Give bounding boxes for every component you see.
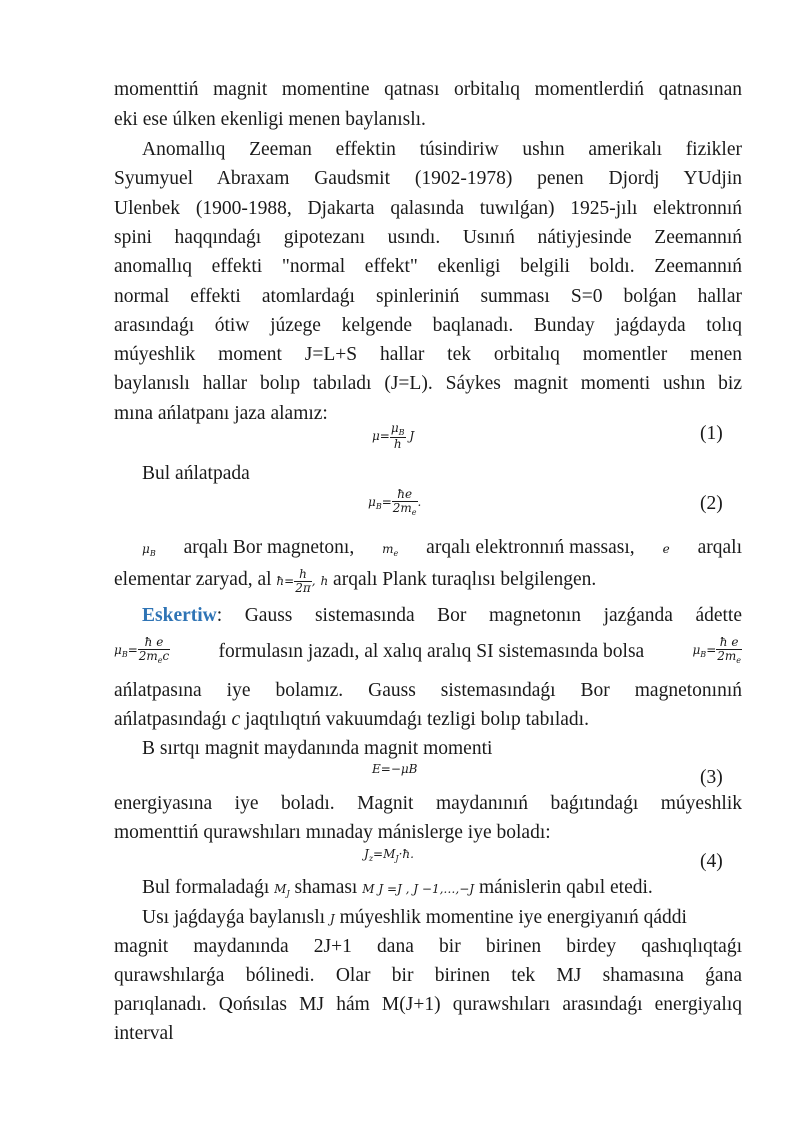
- text-span: elementar zaryad, al: [114, 569, 272, 590]
- paragraph-line: parıqlanadı. Qońsılas MJ hám M(J+1) qurawshıları arasındaǵı energiyalıq: [114, 994, 742, 1015]
- text-span: arqalı: [697, 537, 742, 558]
- paragraph-line: [142, 536, 742, 566]
- paragraph-line: [142, 876, 742, 906]
- text-span: mánislerin qabıl etedi.: [478, 877, 653, 898]
- paragraph-line: B sırtqı magnit maydanında magnit momenti: [142, 738, 493, 759]
- equation-3: E=−μB: [372, 762, 418, 776]
- equation-number: (2): [700, 493, 723, 514]
- text-span: formulasın jazadı, al xalıq aralıq SI sistemasında bolsa: [218, 640, 645, 662]
- paragraph-line: [114, 636, 742, 667]
- paragraph-line: spini haqqındaǵı gipotezanı usındı. Usınıń nátiyjesinde Zeemannıń: [114, 227, 742, 248]
- paragraph-line: magnit maydanında 2J+1 dana bir birinen birdey qashıqlıqtaǵı: [114, 936, 742, 957]
- e-symbol: e: [662, 542, 670, 556]
- text-span: Bul formaladaǵı: [142, 877, 270, 898]
- paragraph-line: mına ańlatpanı jaza alamız:: [114, 403, 328, 424]
- paragraph-line: [114, 708, 742, 732]
- hbar-definition: ħ= $\frac{h}{2\pi}$ ,: [276, 567, 316, 595]
- text-span: múyeshlik momentine iye energiyanıń qáddi: [339, 907, 687, 928]
- paragraph-line: momenttiń magnit momentine qatnası orbitalıq momentlerdiń qatnasınan: [114, 79, 742, 100]
- note-label: Eskertiw: [142, 605, 217, 626]
- equation-1: μ= $\frac{\mu_B}{h}$ J: [372, 421, 415, 452]
- c-symbol: c: [231, 709, 241, 730]
- paragraph-line: ańlatpasına iye bolamız. Gauss sistemasındaǵı Bor magnetonınıń: [114, 680, 742, 701]
- equation-2: $\mu_B=$ $\frac{ħe}{2m_e}$ .: [368, 487, 422, 517]
- h-symbol: h: [320, 574, 329, 588]
- paragraph-line: baylanıslı hallar bolıp tabıladı (J=L). Sáykes magnit momenti ushın biz: [114, 373, 742, 394]
- paragraph-line: Syumyuel Abraxam Gaudsmit (1902-1978) penen Djordj YUdjin: [114, 168, 742, 189]
- equation-number: (1): [700, 423, 723, 444]
- si-bor-formula: $\mu_B=$ $\frac{\text{ħ e}}{2m_e}$: [692, 635, 741, 665]
- paragraph-line: anomallıq effekti "normal effekt" ekenligi belgili boldı. Zeemannıń: [114, 256, 742, 277]
- equation-4: $J_z=M_J\cdot ħ$.: [364, 847, 414, 863]
- text-span: arqalı Bor magnetonı,: [183, 537, 355, 558]
- paragraph-line: energiyasına iye boladı. Magnit maydanınıń baǵıtındaǵı múyeshlik: [114, 793, 742, 814]
- mu-b-symbol: $\mu_B$: [142, 542, 156, 558]
- gauss-bor-formula: $\mu_B=$ $\frac{\text{ħ e}}{2m_ec}$: [114, 635, 170, 665]
- paragraph-line: normal effekti atomlardaǵı spinleriniń summası S=0 bolǵan hallar: [114, 286, 742, 307]
- paragraph-line: qurawshılarǵa bólinedi. Olar bir birinen tek MJ shamasına ǵana: [114, 965, 742, 986]
- paragraph-line: eki ese úlken ekenligi menen baylanıslı.: [114, 109, 426, 130]
- paragraph-line: momenttiń qurawshıları mınaday mánislerge iye boladı:: [114, 822, 551, 843]
- text-span: ańlatpasındaǵı: [114, 709, 227, 730]
- paragraph-line: [142, 604, 742, 628]
- text-span: arqalı Plank turaqlısı belgilengen.: [333, 569, 597, 590]
- text-span: shaması: [294, 877, 358, 898]
- text-span: jaqtılıqtıń vakuumdaǵı tezligi bolıp tabıladı.: [245, 709, 589, 730]
- m-e-symbol: $m_e$: [382, 542, 399, 558]
- mj-symbol: $M_J$: [274, 882, 290, 898]
- paragraph-line: Bul ańlatpada: [142, 463, 250, 484]
- paragraph-line: Ulenbek (1900-1988, Djakarta qalasında tuwılǵan) 1925-jılı elektronnıń: [114, 198, 742, 219]
- mj-values: M J =J , J −1,…,−J: [362, 882, 475, 896]
- text-span: arqalı elektronnıń massası,: [426, 537, 635, 558]
- text-span: : Gauss sistemasında Bor magnetonın jazǵanda ádette: [216, 605, 742, 626]
- paragraph-line: múyeshlik moment J=L+S hallar tek orbitalıq momentler menen: [114, 344, 742, 365]
- paragraph-line: arasındaǵı ótiw júzege kelgende baqlanadı. Bunday jaǵdayda tolıq: [114, 315, 742, 336]
- paragraph-line: [142, 906, 742, 931]
- equation-number: (4): [700, 851, 723, 872]
- j-symbol: J: [329, 912, 335, 926]
- paragraph-line: interval: [114, 1023, 174, 1044]
- equation-number: (3): [700, 767, 723, 788]
- paragraph-line: Anomallıq Zeeman effektin túsindiriw ushın amerikalı fizikler: [142, 139, 742, 160]
- paragraph-line: [114, 568, 742, 595]
- text-span: Usı jaǵdayǵa baylanıslı: [142, 907, 326, 928]
